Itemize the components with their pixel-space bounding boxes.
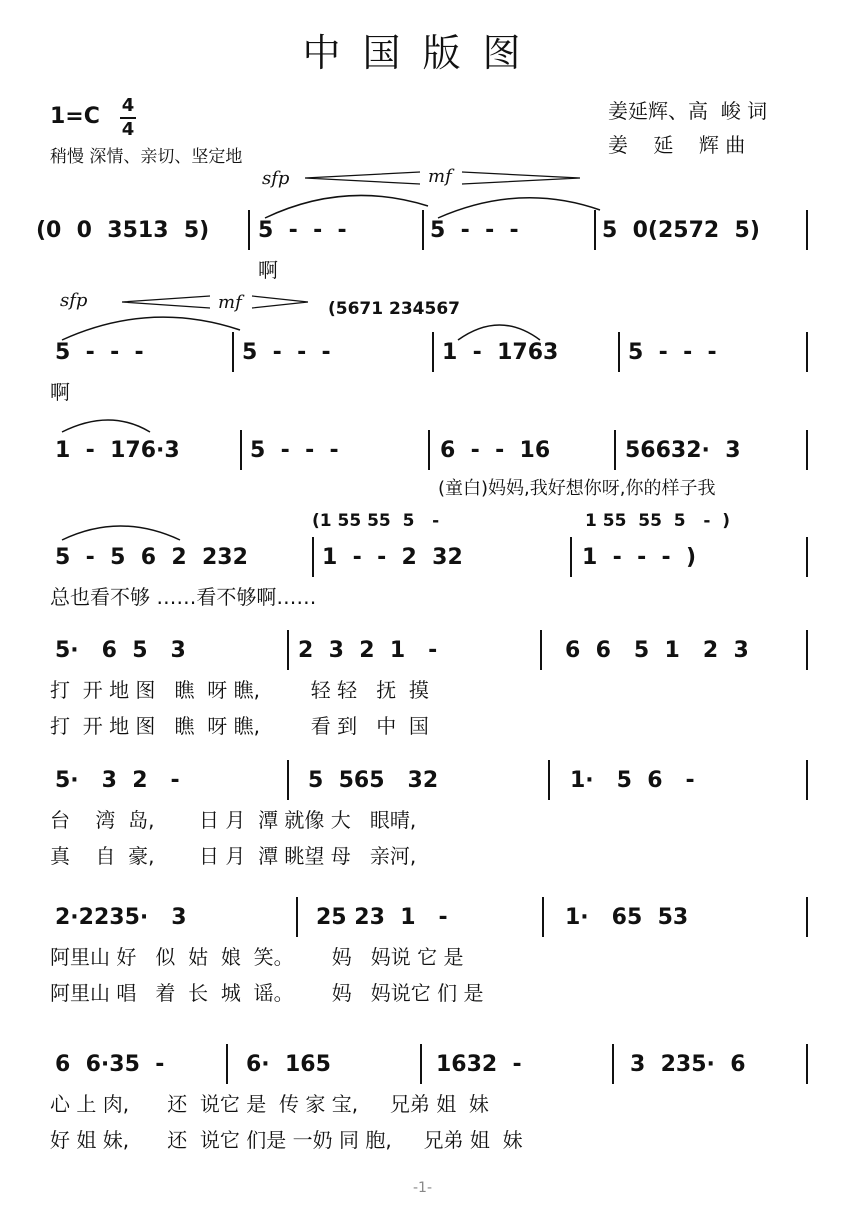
verse-system-1-measure-1: 5 565 32 bbox=[308, 768, 439, 793]
system-3-lyric-0: 总也看不够 ……看不够啊…… bbox=[50, 585, 317, 609]
verse-system-0-lyric-line-2: 打 开 地 图 瞧 呀 瞧, 看 到 中 国 bbox=[50, 714, 429, 738]
verse-system-1-barline-2 bbox=[806, 760, 808, 800]
verse-system-2-measure-2: 1· 65 53 bbox=[565, 905, 689, 930]
lyricist-credit: 姜延辉、高 峻 词 bbox=[608, 99, 768, 123]
system-1-measure-1: 5 - - - bbox=[242, 340, 331, 365]
system-3-barline-1 bbox=[570, 537, 572, 577]
verse-system-0-measure-1: 2 3 2 1 - bbox=[298, 638, 438, 663]
system-2-barline-2 bbox=[614, 430, 616, 470]
crescendo-2 bbox=[122, 296, 210, 308]
composer-credit: 姜 延 辉 曲 bbox=[608, 133, 746, 157]
verse-system-0-barline-1 bbox=[540, 630, 542, 670]
time-bottom: 4 bbox=[121, 119, 135, 140]
verse-system-0-barline-2 bbox=[806, 630, 808, 670]
system-1-lyric-0: 啊 bbox=[50, 380, 70, 404]
system-1-barline-2 bbox=[618, 332, 620, 372]
slur-6 bbox=[62, 526, 180, 540]
verse-system-1-lyric-line-2: 真 自 豪, 日 月 潭 眺望 母 亲河, bbox=[50, 844, 417, 868]
system-0-measure-0: (0 0 3513 5) bbox=[36, 218, 210, 243]
verse-system-2-lyric-line-1: 阿里山 好 似 姑 娘 笑。 妈 妈说 它 是 bbox=[50, 945, 464, 969]
dynamic-mf-1: mf bbox=[428, 166, 452, 187]
inner-notes-2: 1 55 55 5 - ) bbox=[585, 511, 730, 531]
system-2-barline-0 bbox=[240, 430, 242, 470]
system-1-measure-3: 5 - - - bbox=[628, 340, 717, 365]
verse-system-3-measure-3: 3 235· 6 bbox=[630, 1052, 746, 1077]
system-0-barline-3 bbox=[806, 210, 808, 250]
verse-system-3-lyric-line-2: 好 姐 妹, 还 说它 们是 一奶 同 胞, 兄弟 姐 妹 bbox=[50, 1128, 523, 1152]
slur-1 bbox=[265, 195, 428, 218]
system-1-barline-3 bbox=[806, 332, 808, 372]
system-0-measure-2: 5 - - - bbox=[430, 218, 519, 243]
verse-system-3-barline-1 bbox=[420, 1044, 422, 1084]
verse-system-2-lyric-line-2: 阿里山 唱 着 长 城 谣。 妈 妈说它 们 是 bbox=[50, 981, 484, 1005]
system-3-measure-1: 1 - - 2 32 bbox=[322, 545, 463, 570]
system-2-barline-1 bbox=[428, 430, 430, 470]
slur-2 bbox=[438, 198, 600, 218]
key-signature: 1=C bbox=[50, 104, 100, 129]
slur-4 bbox=[458, 325, 540, 340]
verse-system-3-barline-3 bbox=[806, 1044, 808, 1084]
verse-system-0-barline-0 bbox=[287, 630, 289, 670]
verse-system-0-measure-2: 6 6 5 1 2 3 bbox=[565, 638, 749, 663]
verse-system-2-barline-1 bbox=[542, 897, 544, 937]
song-title: 中国版图 bbox=[302, 31, 543, 75]
verse-system-1-lyric-line-1: 台 湾 岛, 日 月 潭 就像 大 眼晴, bbox=[50, 808, 417, 832]
decrescendo-1 bbox=[462, 172, 580, 184]
system-1-measure-2: 1 - 1763 bbox=[442, 340, 559, 365]
system-3-measure-2: 1 - - - ) bbox=[582, 545, 697, 570]
verse-system-2-measure-1: 25 23 1 - bbox=[316, 905, 448, 930]
system-2-measure-3: 56632· 3 bbox=[625, 438, 741, 463]
system-3-barline-0 bbox=[312, 537, 314, 577]
verse-system-1-measure-2: 1· 5 6 - bbox=[570, 768, 695, 793]
dynamic-mf-2: mf bbox=[218, 292, 242, 313]
system-2-measure-2: 6 - - 16 bbox=[440, 438, 551, 463]
system-2-barline-3 bbox=[806, 430, 808, 470]
verse-system-3-measure-2: 1632 - bbox=[436, 1052, 522, 1077]
system-1-measure-0: 5 - - - bbox=[55, 340, 144, 365]
dynamic-sfp-2: sfp bbox=[60, 290, 88, 311]
verse-system-3-barline-0 bbox=[226, 1044, 228, 1084]
verse-system-2-barline-2 bbox=[806, 897, 808, 937]
spoken-text: (童白)妈妈,我好想你呀,你的样子我 bbox=[438, 478, 716, 499]
verse-system-3-barline-2 bbox=[612, 1044, 614, 1084]
verse-system-1-measure-0: 5· 3 2 - bbox=[55, 768, 180, 793]
system-0-lyric-0: 啊 bbox=[258, 258, 278, 282]
verse-system-2-measure-0: 2·2235· 3 bbox=[55, 905, 187, 930]
verse-system-1-barline-1 bbox=[548, 760, 550, 800]
dynamic-sfp-1: sfp bbox=[262, 168, 290, 189]
verse-system-2-barline-0 bbox=[296, 897, 298, 937]
verse-system-3-lyric-line-1: 心 上 肉, 还 说它 是 传 家 宝, 兄弟 姐 妹 bbox=[50, 1092, 489, 1116]
decrescendo-2 bbox=[252, 296, 308, 308]
system-3-barline-2 bbox=[806, 537, 808, 577]
system-0-barline-0 bbox=[248, 210, 250, 250]
inner-notes-1: (1 55 55 5 - bbox=[312, 511, 440, 531]
system-2-measure-0: 1 - 176·3 bbox=[55, 438, 180, 463]
tempo-marking: 稍慢 深情、亲切、坚定地 bbox=[50, 147, 243, 167]
system-1-barline-1 bbox=[432, 332, 434, 372]
slur-5 bbox=[62, 420, 150, 432]
verse-system-0-measure-0: 5· 6 5 3 bbox=[55, 638, 186, 663]
system-0-barline-2 bbox=[594, 210, 596, 250]
verse-system-1-barline-0 bbox=[287, 760, 289, 800]
grace-notes: (5671 234567 bbox=[328, 299, 460, 319]
system-2-measure-1: 5 - - - bbox=[250, 438, 339, 463]
slur-3 bbox=[62, 317, 240, 340]
system-3-measure-0: 5 - 5 6 2 232 bbox=[55, 545, 248, 570]
system-0-measure-3: 5 0(2572 5) bbox=[602, 218, 760, 243]
page-number: -1- bbox=[412, 1180, 432, 1196]
system-0-measure-1: 5 - - - bbox=[258, 218, 347, 243]
system-0-barline-1 bbox=[422, 210, 424, 250]
verse-system-3-measure-0: 6 6·35 - bbox=[55, 1052, 165, 1077]
time-top: 4 bbox=[121, 95, 135, 116]
system-1-barline-0 bbox=[232, 332, 234, 372]
verse-system-3-measure-1: 6· 165 bbox=[246, 1052, 331, 1077]
crescendo-1 bbox=[305, 172, 420, 184]
verse-system-0-lyric-line-1: 打 开 地 图 瞧 呀 瞧, 轻 轻 抚 摸 bbox=[50, 678, 429, 702]
